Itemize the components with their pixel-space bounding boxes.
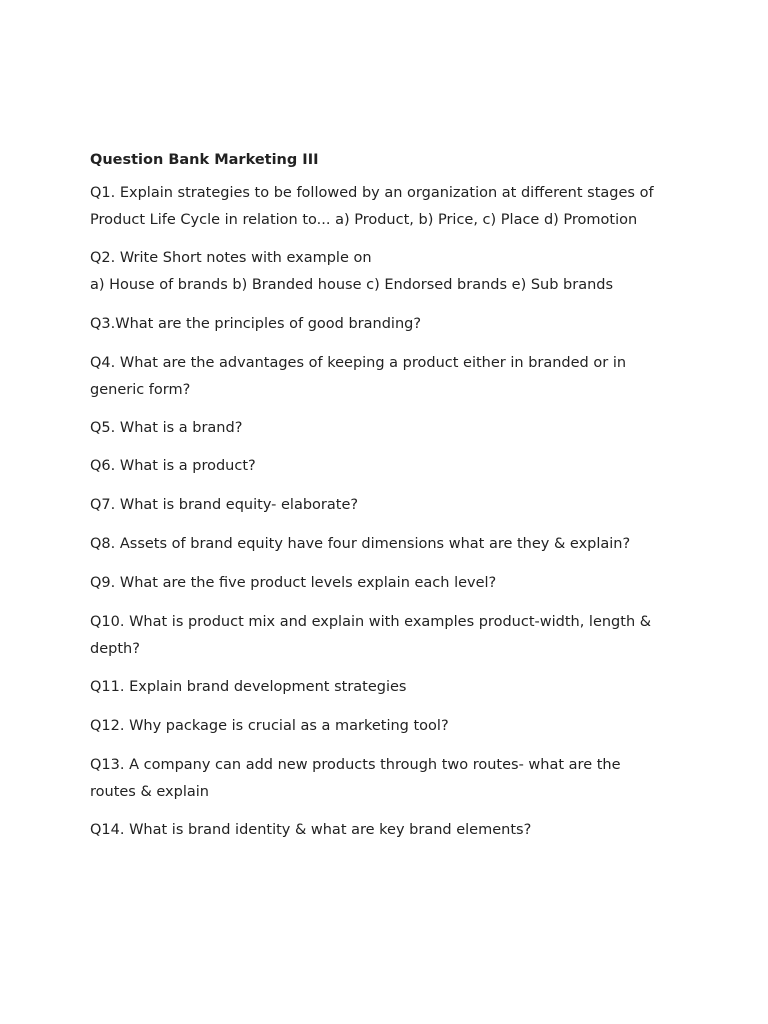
page-title: Question Bank Marketing III xyxy=(90,152,319,168)
question-9: Q9. What are the five product levels explain each level? xyxy=(90,575,497,591)
question-14: Q14. What is brand identity & what are key brand elements? xyxy=(90,822,532,838)
question-3: Q3.What are the principles of good branding? xyxy=(90,316,422,332)
question-4: Q4. What are the advantages of keeping a product either in branded or in generic form? xyxy=(90,355,627,398)
question-13: Q13. A company can add new products through two routes- what are the routes & explain xyxy=(90,757,621,800)
question-6: Q6. What is a product? xyxy=(90,458,256,474)
question-5: Q5. What is a brand? xyxy=(90,420,243,436)
question-10: Q10. What is product mix and explain with examples product-width, length & depth? xyxy=(90,614,652,657)
question-2: Q2. Write Short notes with example on a) House of brands b) Branded house c) Endorsed brands e) Sub brands xyxy=(90,250,614,293)
question-7: Q7. What is brand equity- elaborate? xyxy=(90,497,359,513)
question-8: Q8. Assets of brand equity have four dimensions what are they & explain? xyxy=(90,536,631,552)
question-11: Q11. Explain brand development strategies xyxy=(90,679,407,695)
question-12: Q12. Why package is crucial as a marketing tool? xyxy=(90,718,449,734)
question-1: Q1. Explain strategies to be followed by an organization at different stages of Product Life Cycle in relation to... a) Product, b) Price, c) Place d) Promotion xyxy=(90,185,654,228)
